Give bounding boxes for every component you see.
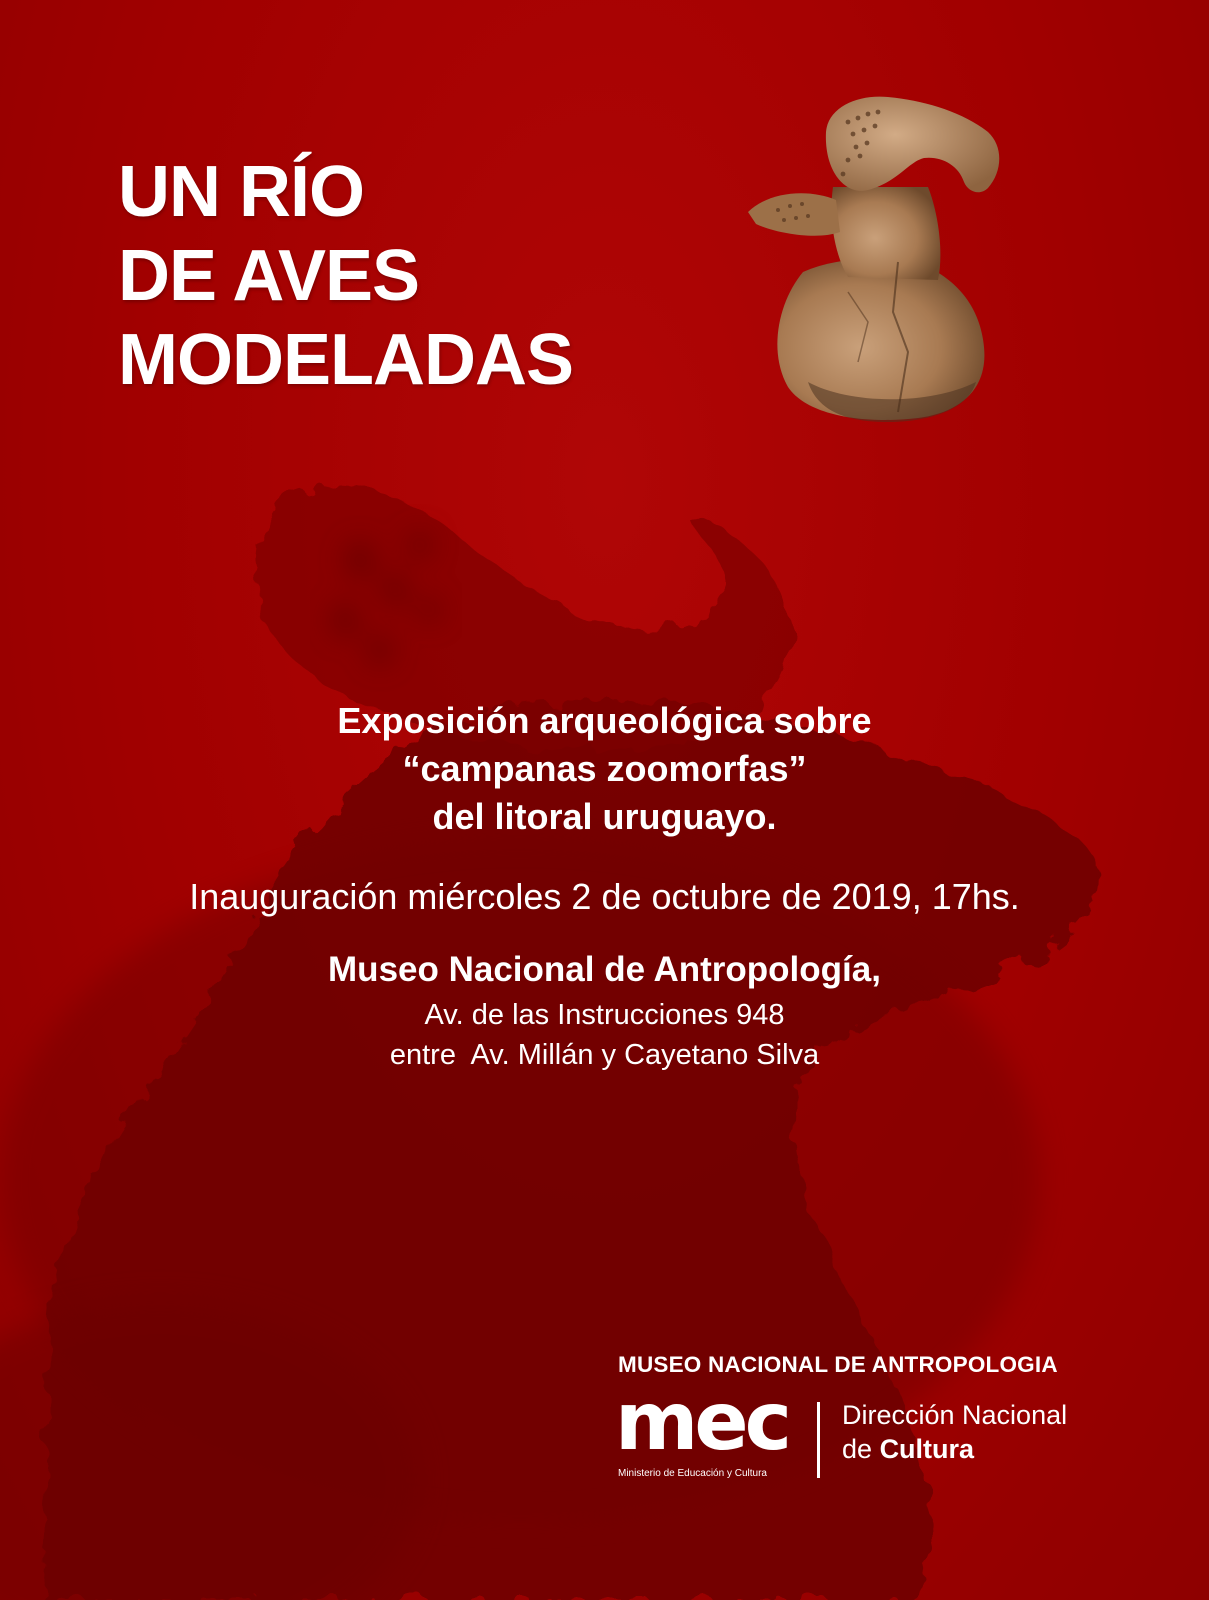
title-line-1: UN RÍO [118, 152, 364, 232]
venue-name: Museo Nacional de Antropología, [328, 950, 881, 989]
description-line-3: del litoral uruguayo. [432, 796, 777, 837]
exhibition-description [0, 697, 1209, 841]
description-line-2: “campanas zoomorfas” [402, 748, 807, 789]
venue-address [0, 995, 1209, 1075]
direccion-line-1: Dirección Nacional [842, 1400, 1068, 1430]
title-line-2: DE AVES [118, 236, 420, 316]
description-line-1: Exposición arqueológica sobre [337, 700, 872, 741]
logo-divider [817, 1402, 820, 1478]
bird-bell-artifact-image [748, 92, 1024, 428]
exhibition-title [118, 150, 638, 402]
mec-logo: mec [615, 1375, 789, 1468]
address-line-1: Av. de las Instrucciones 948 [424, 999, 785, 1031]
footer-museum-name: MUSEO NACIONAL DE ANTROPOLOGIA [618, 1352, 1058, 1377]
footer-logos [615, 1352, 1098, 1482]
direccion-bold: Cultura [879, 1434, 975, 1464]
direccion-prefix: de [842, 1434, 873, 1464]
direccion-cultura-logo [842, 1398, 1067, 1466]
mec-logo-subtitle: Ministerio de Educación y Cultura [618, 1468, 767, 1479]
inauguration-date: Inauguración miércoles 2 de octubre de 2019, 17hs. [189, 876, 1020, 917]
title-line-3: MODELADAS [118, 320, 573, 400]
address-line-2: entre Av. Millán y Cayetano Silva [389, 1039, 820, 1071]
direccion-line-2 [842, 1432, 1067, 1466]
